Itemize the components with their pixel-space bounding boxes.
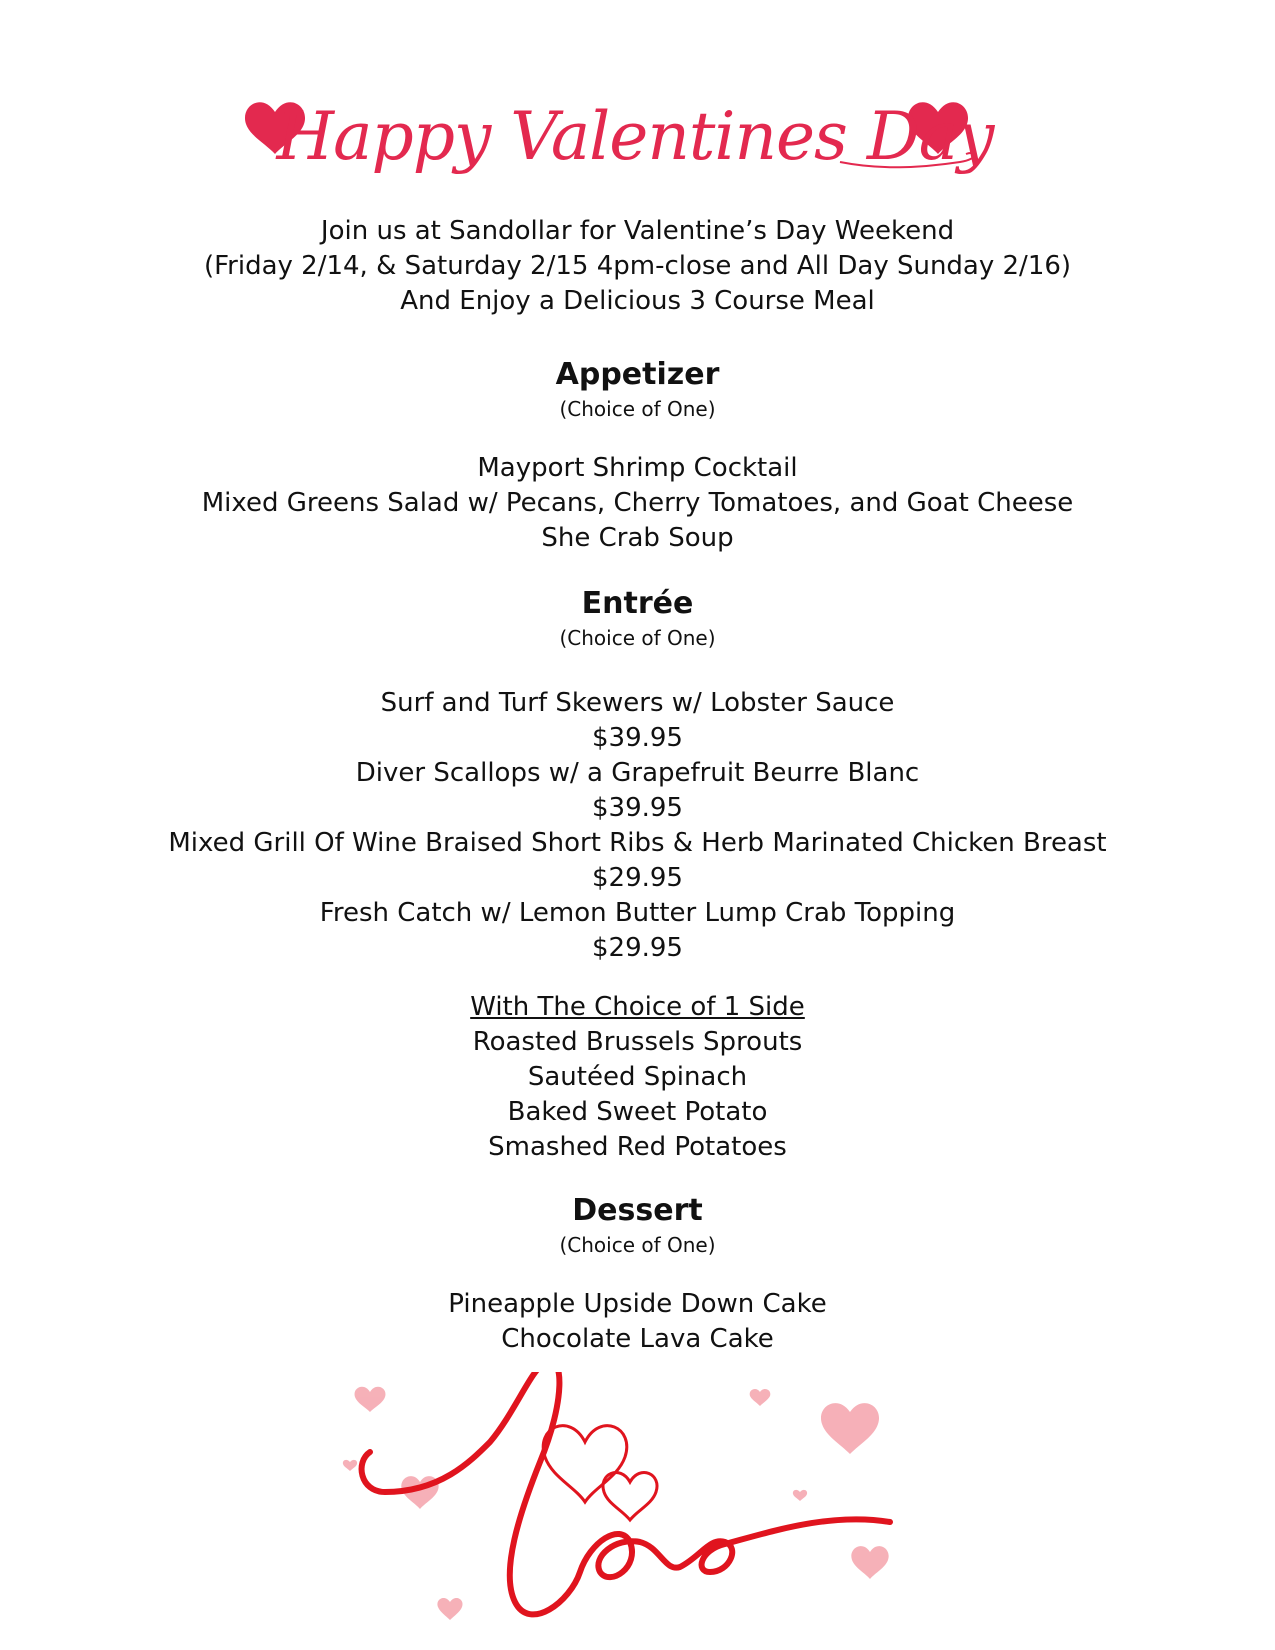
intro-line-2: (Friday 2/14, & Saturday 2/15 4pm-close and All Day Sunday 2/16) xyxy=(203,251,1072,281)
menu-content xyxy=(0,214,1275,1357)
menu-item: Mayport Shrimp Cocktail xyxy=(477,453,798,483)
menu-price: $39.95 xyxy=(592,723,683,753)
side-item: Sautéed Spinach xyxy=(527,1062,748,1092)
menu-item: Diver Scallops w/ a Grapefruit Beurre Blanc xyxy=(355,758,920,788)
entree-note: (Choice of One) xyxy=(559,626,716,650)
menu-item: Pineapple Upside Down Cake xyxy=(448,1289,827,1319)
entree-heading: Entrée xyxy=(581,586,694,621)
menu-price: $29.95 xyxy=(592,933,683,963)
sides-heading: With The Choice of 1 Side xyxy=(470,992,805,1022)
header-banner xyxy=(240,70,1030,210)
side-item: Baked Sweet Potato xyxy=(507,1097,768,1127)
appetizer-note: (Choice of One) xyxy=(559,397,716,421)
dessert-heading: Dessert xyxy=(572,1193,703,1228)
side-item: Smashed Red Potatoes xyxy=(488,1132,787,1162)
dessert-note: (Choice of One) xyxy=(559,1233,716,1257)
menu-item: Fresh Catch w/ Lemon Butter Lump Crab Topping xyxy=(319,898,956,928)
intro-line-3: And Enjoy a Delicious 3 Course Meal xyxy=(400,286,875,316)
menu-price: $29.95 xyxy=(592,863,683,893)
menu-item: She Crab Soup xyxy=(541,523,734,553)
menu-item: Chocolate Lava Cake xyxy=(501,1324,774,1354)
side-item: Roasted Brussels Sprouts xyxy=(472,1027,803,1057)
love-heart-art-icon xyxy=(330,1372,930,1642)
banner-title: Happy Valentines Day xyxy=(276,97,994,175)
intro-line-1: Join us at Sandollar for Valentine’s Day Weekend xyxy=(320,216,955,246)
menu-item: Surf and Turf Skewers w/ Lobster Sauce xyxy=(380,688,895,718)
appetizer-heading: Appetizer xyxy=(555,357,720,392)
menu-item: Mixed Grill Of Wine Braised Short Ribs & Herb Marinated Chicken Breast xyxy=(168,828,1107,858)
menu-item: Mixed Greens Salad w/ Pecans, Cherry Tomatoes, and Goat Cheese xyxy=(201,488,1074,518)
menu-price: $39.95 xyxy=(592,793,683,823)
